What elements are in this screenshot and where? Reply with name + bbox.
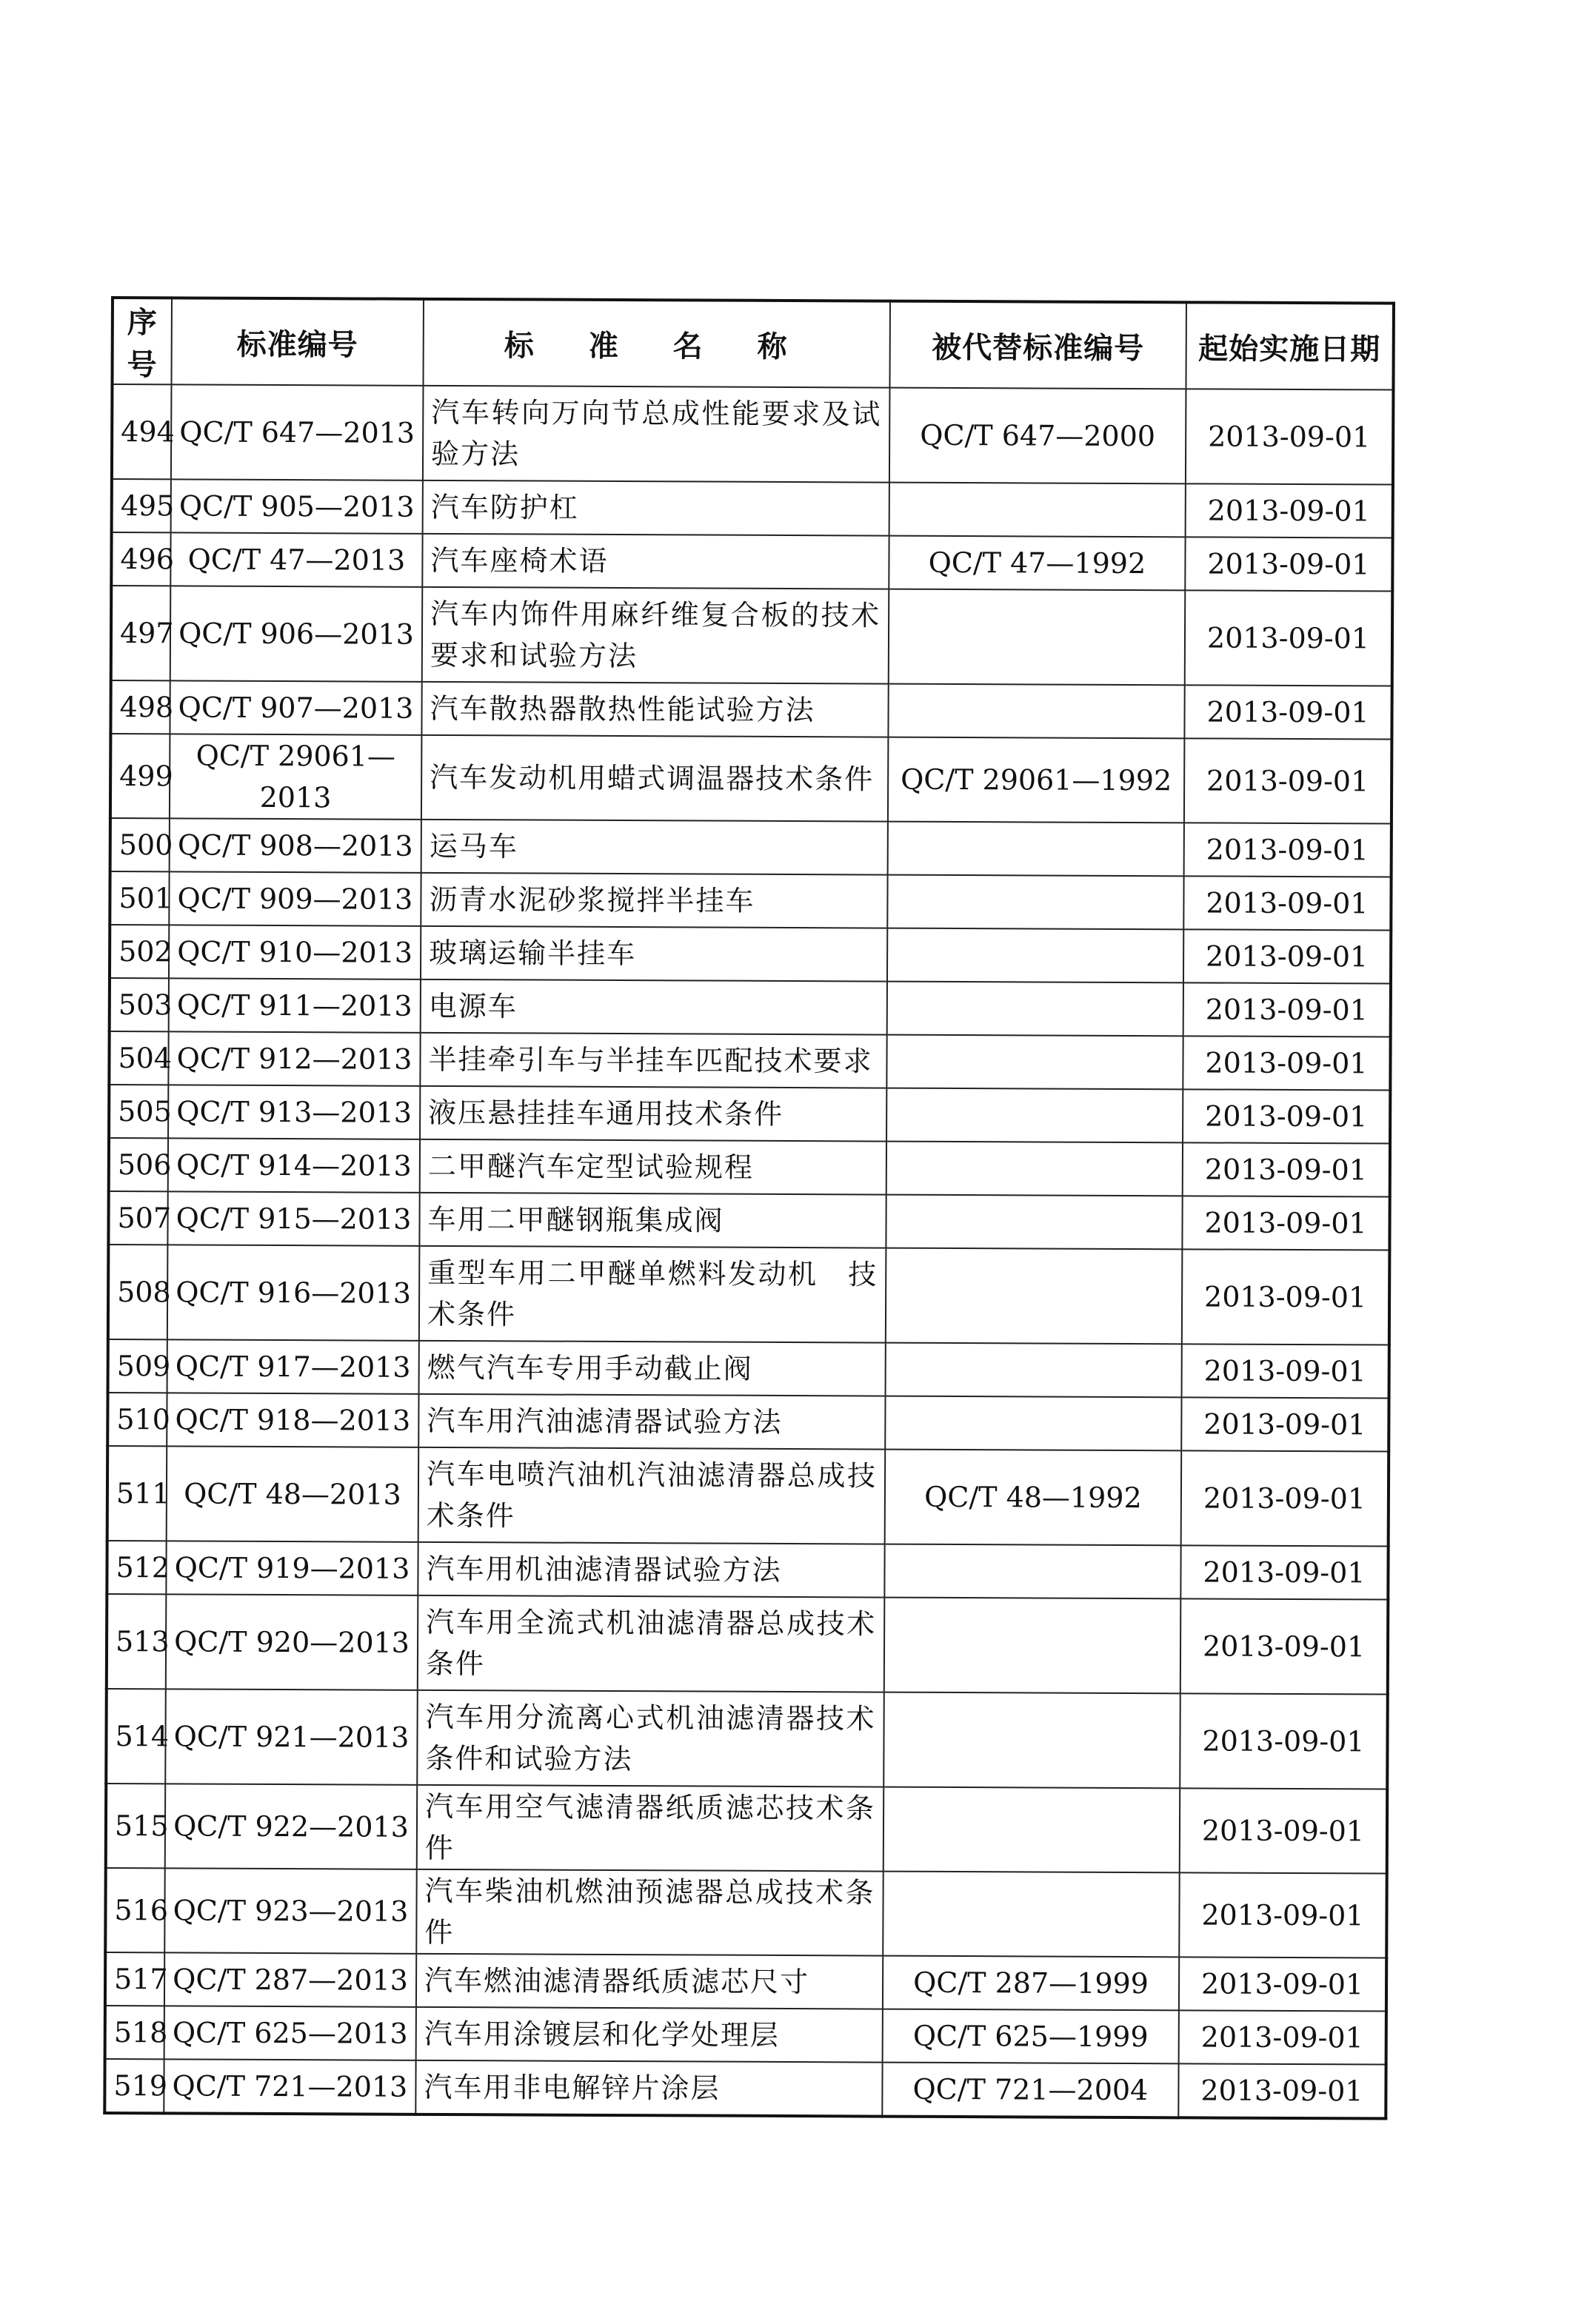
table-header-row (112, 298, 1393, 390)
cell-name: 汽车发动机用蜡式调温器技术条件 (421, 735, 888, 822)
cell-code: QC/T 47—2013 (170, 532, 422, 586)
cell-code: QC/T 917—2013 (167, 1339, 419, 1393)
cell-seq: 497 (111, 586, 171, 680)
cell-name: 液压悬挂挂车通用技术条件 (420, 1086, 886, 1142)
cell-replaced (888, 822, 1184, 877)
table-row (111, 586, 1393, 686)
cell-code: QC/T 916—2013 (167, 1245, 420, 1340)
table-row (110, 818, 1392, 877)
cell-date: 2013-09-01 (1178, 2063, 1386, 2118)
cell-date: 2013-09-01 (1180, 1693, 1388, 1789)
header-name: 标 准 名 称 (423, 299, 890, 388)
cell-replaced (886, 1248, 1183, 1344)
cell-seq: 516 (105, 1868, 164, 1952)
cell-code: QC/T 721—2013 (164, 2059, 415, 2114)
cell-date: 2013-09-01 (1184, 823, 1392, 877)
cell-name: 汽车用涂镀层和化学处理层 (416, 2007, 883, 2063)
cell-date: 2013-09-01 (1179, 1872, 1386, 1958)
cell-seq: 514 (106, 1689, 166, 1784)
cell-name: 沥青水泥砂浆搅拌半挂车 (421, 873, 887, 928)
cell-seq: 503 (110, 978, 169, 1031)
table-row (111, 532, 1392, 592)
cell-replaced (888, 684, 1184, 739)
cell-seq: 511 (107, 1446, 167, 1541)
table-row (107, 1594, 1389, 1695)
cell-seq: 518 (105, 2006, 164, 2059)
cell-code: QC/T 909—2013 (169, 871, 421, 925)
cell-replaced (883, 1872, 1179, 1958)
table-row (108, 1191, 1389, 1250)
cell-seq: 504 (109, 1031, 168, 1085)
cell-seq: 517 (105, 1952, 164, 2006)
cell-date: 2013-09-01 (1185, 537, 1392, 591)
cell-name: 汽车内饰件用麻纤维复合板的技术要求和试验方法 (422, 587, 889, 684)
cell-seq: 519 (104, 2059, 164, 2113)
cell-code: QC/T 906—2013 (170, 586, 423, 681)
cell-seq: 498 (110, 680, 170, 734)
cell-code: QC/T 48—2013 (167, 1446, 419, 1541)
cell-date: 2013-09-01 (1180, 1545, 1388, 1599)
cell-seq: 494 (112, 384, 172, 479)
table-row (107, 1541, 1388, 1600)
cell-date: 2013-09-01 (1183, 1089, 1390, 1143)
cell-name: 汽车用全流式机油滤清器总成技术条件 (418, 1595, 885, 1692)
table-row (110, 680, 1392, 740)
cell-date: 2013-09-01 (1179, 1957, 1386, 2011)
cell-code: QC/T 625—2013 (164, 2006, 416, 2060)
table-row (110, 925, 1391, 984)
standards-page (103, 296, 1392, 2120)
cell-name: 重型车用二甲醚单燃料发动机 技术条件 (419, 1246, 886, 1343)
cell-replaced (887, 928, 1183, 983)
table-row (109, 1085, 1390, 1144)
cell-replaced (886, 1088, 1183, 1143)
cell-code: QC/T 915—2013 (167, 1191, 419, 1245)
cell-date: 2013-09-01 (1185, 590, 1393, 686)
cell-name: 二甲醚汽车定型试验规程 (420, 1139, 886, 1195)
table-row (105, 1868, 1386, 1958)
cell-replaced: QC/T 647—2000 (889, 388, 1186, 484)
cell-replaced (883, 1787, 1180, 1873)
cell-name: 玻璃运输半挂车 (421, 926, 887, 982)
cell-code: QC/T 914—2013 (168, 1138, 420, 1192)
cell-name: 运马车 (421, 820, 888, 875)
cell-replaced (886, 1195, 1182, 1250)
cell-code: QC/T 923—2013 (164, 1868, 416, 1953)
cell-code: QC/T 647—2013 (171, 384, 424, 480)
cell-seq: 512 (107, 1541, 166, 1594)
header-code: 标准编号 (171, 298, 424, 385)
cell-code: QC/T 911—2013 (169, 978, 421, 1032)
cell-name: 汽车散热器散热性能试验方法 (421, 682, 888, 737)
cell-code: QC/T 905—2013 (171, 479, 423, 533)
cell-replaced: QC/T 48—1992 (885, 1450, 1182, 1546)
cell-name: 汽车用空气滤清器纸质滤芯技术条件 (417, 1785, 883, 1872)
cell-date: 2013-09-01 (1183, 1142, 1390, 1196)
cell-date: 2013-09-01 (1186, 483, 1393, 538)
cell-date: 2013-09-01 (1182, 1344, 1389, 1398)
cell-replaced (883, 1692, 1180, 1789)
cell-date: 2013-09-01 (1183, 876, 1391, 930)
cell-replaced (889, 483, 1186, 538)
table-row (107, 1446, 1389, 1547)
cell-date: 2013-09-01 (1183, 1036, 1390, 1090)
cell-seq: 507 (108, 1191, 167, 1245)
cell-name: 汽车防护杠 (423, 480, 889, 536)
table-row (108, 1245, 1390, 1345)
table-row (106, 1784, 1387, 1874)
cell-replaced (886, 1142, 1183, 1196)
cell-replaced: QC/T 47—1992 (889, 536, 1185, 591)
table-row (109, 1031, 1390, 1091)
cell-replaced (887, 982, 1183, 1037)
cell-seq: 496 (111, 532, 170, 586)
cell-date: 2013-09-01 (1182, 1249, 1390, 1344)
cell-name: 车用二甲醚钢瓶集成阀 (419, 1193, 886, 1248)
cell-code: QC/T 921—2013 (165, 1689, 418, 1784)
cell-code: QC/T 918—2013 (167, 1393, 418, 1447)
cell-code: QC/T 907—2013 (170, 680, 421, 734)
cell-date: 2013-09-01 (1181, 1450, 1389, 1546)
cell-code: QC/T 920—2013 (166, 1594, 418, 1690)
table-row (110, 871, 1391, 931)
table-row (104, 2059, 1386, 2119)
cell-replaced (887, 875, 1183, 930)
cell-seq: 495 (112, 479, 171, 532)
cell-code: QC/T 919—2013 (166, 1541, 418, 1595)
cell-name: 燃气汽车专用手动截止阀 (419, 1341, 886, 1396)
cell-code: QC/T 287—2013 (164, 1952, 416, 2006)
cell-date: 2013-09-01 (1184, 685, 1392, 739)
cell-name: 汽车燃油滤清器纸质滤芯尺寸 (416, 1954, 883, 2009)
table-row (106, 1689, 1388, 1789)
table-row (108, 1339, 1389, 1399)
cell-code: QC/T 922—2013 (165, 1784, 417, 1869)
cell-seq: 506 (109, 1138, 168, 1191)
standards-table (103, 296, 1395, 2120)
cell-name: 半挂牵引车与半挂车匹配技术要求 (420, 1033, 886, 1088)
cell-name: 汽车转向万向节总成性能要求及试验方法 (423, 386, 890, 483)
table-row (105, 1952, 1386, 2012)
cell-code: QC/T 912—2013 (168, 1031, 420, 1085)
cell-seq: 515 (106, 1784, 165, 1868)
table-body (104, 384, 1393, 2119)
cell-date: 2013-09-01 (1183, 929, 1391, 983)
cell-replaced: QC/T 721—2004 (882, 2063, 1178, 2118)
cell-seq: 505 (109, 1085, 168, 1138)
cell-replaced (886, 1343, 1182, 1398)
cell-replaced: QC/T 287—1999 (883, 1956, 1179, 2011)
cell-name: 汽车柴油机燃油预滤器总成技术条件 (416, 1869, 883, 1956)
table-row (110, 734, 1392, 824)
cell-name: 汽车用非电解锌片涂层 (415, 2060, 882, 2117)
cell-name: 汽车用分流离心式机油滤清器技术条件和试验方法 (417, 1690, 884, 1787)
cell-code: QC/T 29061—2013 (170, 734, 421, 819)
header-replaced: 被代替标准编号 (889, 301, 1186, 389)
header-date: 起始实施日期 (1186, 302, 1394, 389)
cell-seq: 508 (108, 1245, 168, 1339)
cell-seq: 502 (110, 925, 169, 978)
table-row (105, 2006, 1386, 2065)
table-row (110, 978, 1391, 1037)
cell-seq: 500 (110, 818, 170, 871)
cell-seq: 510 (107, 1393, 167, 1446)
header-seq: 序号 (112, 298, 172, 384)
cell-code: QC/T 908—2013 (170, 818, 421, 872)
cell-replaced (884, 1598, 1181, 1694)
cell-replaced (885, 1396, 1181, 1451)
cell-date: 2013-09-01 (1186, 389, 1394, 484)
cell-name: 电源车 (421, 980, 887, 1035)
cell-name: 汽车座椅术语 (422, 534, 889, 589)
table-row (112, 479, 1393, 538)
cell-replaced (884, 1544, 1180, 1599)
cell-name: 汽车用机油滤清器试验方法 (418, 1542, 884, 1598)
cell-seq: 513 (107, 1594, 167, 1689)
cell-seq: 501 (110, 871, 169, 925)
cell-date: 2013-09-01 (1179, 2010, 1386, 2064)
cell-date: 2013-09-01 (1180, 1788, 1387, 1873)
cell-date: 2013-09-01 (1182, 1196, 1389, 1250)
table-row (109, 1138, 1390, 1197)
table-row (112, 384, 1394, 485)
cell-replaced (886, 1035, 1183, 1090)
cell-date: 2013-09-01 (1181, 1397, 1389, 1451)
cell-date: 2013-09-01 (1183, 982, 1391, 1037)
cell-code: QC/T 913—2013 (168, 1085, 420, 1139)
table-row (107, 1393, 1389, 1452)
cell-name: 汽车用汽油滤清器试验方法 (418, 1394, 885, 1450)
cell-replaced: QC/T 29061—1992 (888, 737, 1184, 823)
cell-date: 2013-09-01 (1180, 1598, 1389, 1694)
cell-date: 2013-09-01 (1184, 738, 1392, 823)
cell-name: 汽车电喷汽油机汽油滤清器总成技术条件 (418, 1447, 886, 1544)
cell-code: QC/T 910—2013 (169, 925, 421, 979)
cell-seq: 499 (110, 734, 170, 818)
cell-seq: 509 (108, 1339, 167, 1393)
cell-replaced: QC/T 625—1999 (883, 2009, 1179, 2064)
cell-replaced (889, 589, 1186, 686)
